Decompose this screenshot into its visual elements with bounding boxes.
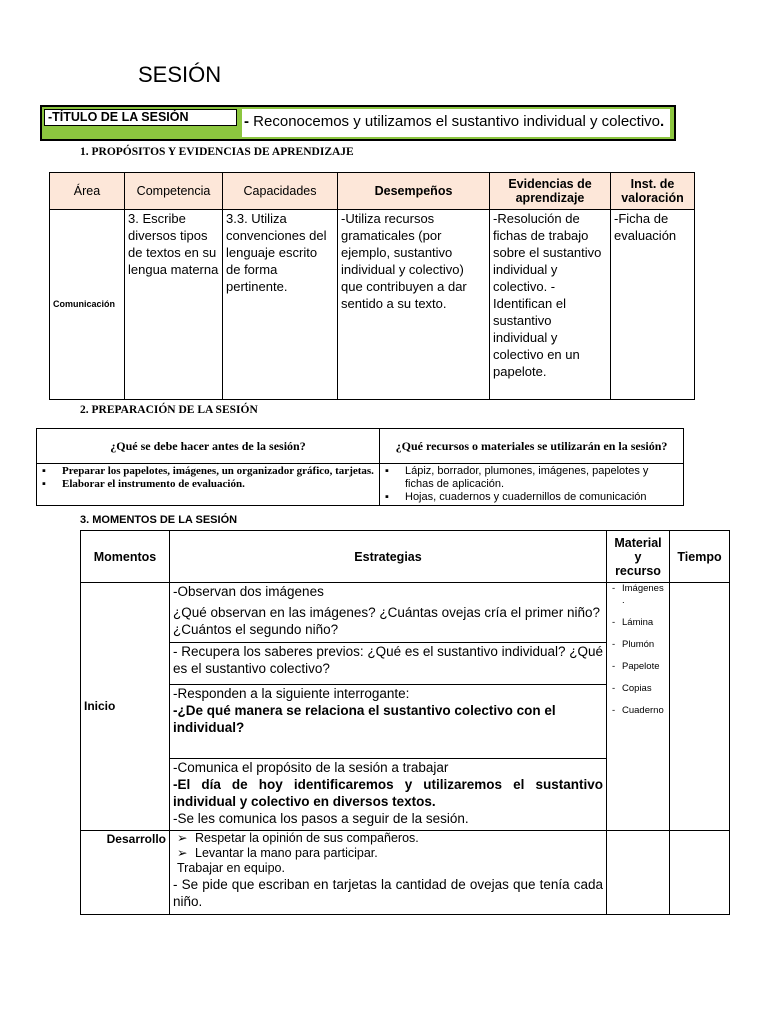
session-title-value bbox=[242, 109, 670, 137]
header-resources: ¿Qué recursos o materiales se utilizarán en la sesión? bbox=[380, 429, 684, 464]
header-material: Material y recurso bbox=[607, 531, 670, 583]
preparation-table bbox=[36, 428, 684, 506]
desarrollo-task: - Se pide que escriban en tarjetas la cantidad de ovejas que tenía cada niño. bbox=[173, 877, 603, 909]
before-session-cell bbox=[37, 464, 380, 506]
desarrollo-norm: ➢ Levantar la mano para participar. bbox=[173, 846, 603, 861]
session-title-period: . bbox=[660, 113, 665, 130]
material-item: - Papelote bbox=[610, 661, 666, 673]
inicio-block-1 bbox=[170, 583, 607, 643]
header-area: Área bbox=[50, 173, 125, 210]
desarrollo-plain: Trabajar en equipo. bbox=[177, 861, 285, 875]
header-before-session: ¿Qué se debe hacer antes de la sesión? bbox=[37, 429, 380, 464]
material-item: - Plumón bbox=[610, 639, 666, 651]
inicio-materials-cell bbox=[607, 583, 670, 831]
header-desempenos: Desempeños bbox=[338, 173, 490, 210]
inicio-block-4-line1: -Comunica el propósito de la sesión a trabajar bbox=[173, 760, 449, 775]
cell-instrumento: -Ficha de evaluación bbox=[611, 210, 695, 400]
inicio-block-2: - Recupera los saberes previos: ¿Qué es el sustantivo individual? ¿Qué es el sustantivo colectivo? bbox=[170, 643, 607, 685]
inicio-block-4-line3: -Se les comunica los pasos a seguir de la sesión. bbox=[173, 811, 469, 826]
document-title: SESIÓN bbox=[138, 62, 222, 87]
resource-item: ▪ Lápiz, borrador, plumones, imágenes, papelotes y fichas de aplicación. bbox=[383, 465, 680, 491]
purposes-header-row bbox=[50, 173, 695, 210]
resources-cell bbox=[380, 464, 684, 506]
before-item: ▪ Elaborar el instrumento de evaluación. bbox=[40, 478, 376, 491]
header-competencia: Competencia bbox=[125, 173, 223, 210]
cell-desempenos: -Utiliza recursos gramaticales (por ejemplo, sustantivo individual y colectivo) que contribuyen a dar sentido a su texto. bbox=[338, 210, 490, 400]
desarrollo-row bbox=[81, 831, 730, 915]
header-estrategias: Estrategias bbox=[170, 531, 607, 583]
inicio-block-1-line2: ¿Qué observan en las imágenes? ¿Cuántas ovejas cría el primer niño? ¿Cuántos el segundo niño? bbox=[173, 605, 600, 637]
inicio-block-3-question: -¿De qué manera se relaciona el sustantivo colectivo con el individual? bbox=[173, 703, 556, 735]
desarrollo-materials-cell bbox=[607, 831, 670, 915]
moment-inicio: Inicio bbox=[81, 583, 170, 831]
inicio-block-4 bbox=[170, 759, 607, 831]
moments-header-row bbox=[81, 531, 730, 583]
inicio-time-cell bbox=[670, 583, 730, 831]
moments-table bbox=[80, 530, 730, 915]
session-title-label: -TÍTULO DE LA SESIÓN bbox=[44, 109, 237, 126]
cell-area: Comunicación bbox=[50, 210, 125, 400]
header-tiempo: Tiempo bbox=[670, 531, 730, 583]
inicio-block-3-line1: -Responden a la siguiente interrogante: bbox=[173, 686, 410, 701]
purposes-table bbox=[49, 172, 695, 400]
cell-competencia: 3. Escribe diversos tipos de textos en su lengua materna bbox=[125, 210, 223, 400]
inicio-block-4-purpose: -El día de hoy identificaremos y utilizaremos el sustantivo individual y colectivo en diversos textos. bbox=[173, 777, 603, 809]
resource-item: ▪ Hojas, cuadernos y cuadernillos de comunicación bbox=[383, 491, 680, 504]
inicio-block-1-line1: -Observan dos imágenes bbox=[173, 584, 324, 599]
inicio-block-3 bbox=[170, 685, 607, 759]
desarrollo-time-cell bbox=[670, 831, 730, 915]
session-title-bar bbox=[40, 105, 676, 141]
header-capacidades: Capacidades bbox=[223, 173, 338, 210]
cell-capacidades: 3.3. Utiliza convenciones del lenguaje escrito de forma pertinente. bbox=[223, 210, 338, 400]
before-item: ▪ Preparar los papelotes, imágenes, un organizador gráfico, tarjetas. bbox=[40, 465, 376, 478]
header-momentos: Momentos bbox=[81, 531, 170, 583]
desarrollo-cell bbox=[170, 831, 607, 915]
section-1-heading: 1. PROPÓSITOS Y EVIDENCIAS DE APRENDIZAJE bbox=[80, 146, 354, 158]
preparation-row bbox=[37, 464, 684, 506]
preparation-header-row bbox=[37, 429, 684, 464]
inicio-row-1 bbox=[81, 583, 730, 643]
material-item: - Copias bbox=[610, 683, 666, 695]
header-instrumento: Inst. de valoración bbox=[611, 173, 695, 210]
header-evidencias: Evidencias de aprendizaje bbox=[490, 173, 611, 210]
material-item: - Cuaderno bbox=[610, 705, 666, 717]
desarrollo-norm: ➢ Respetar la opinión de sus compañeros. bbox=[173, 831, 603, 846]
moment-desarrollo: Desarrollo bbox=[81, 831, 170, 915]
purposes-row bbox=[50, 210, 695, 400]
cell-evidencias: -Resolución de fichas de trabajo sobre el sustantivo individual y colectivo. -Identifican el sustantivo individual y colectivo en un papelote. bbox=[490, 210, 611, 400]
session-title-text: Reconocemos y utilizamos el sustantivo individual y colectivo bbox=[253, 113, 661, 130]
session-title-dash: - bbox=[244, 113, 249, 130]
material-item: - Lámina bbox=[610, 617, 666, 629]
section-2-heading: 2. PREPARACIÓN DE LA SESIÓN bbox=[80, 404, 258, 416]
section-3-heading: 3. MOMENTOS DE LA SESIÓN bbox=[80, 514, 238, 526]
material-item: - Imágenes . bbox=[610, 583, 666, 607]
